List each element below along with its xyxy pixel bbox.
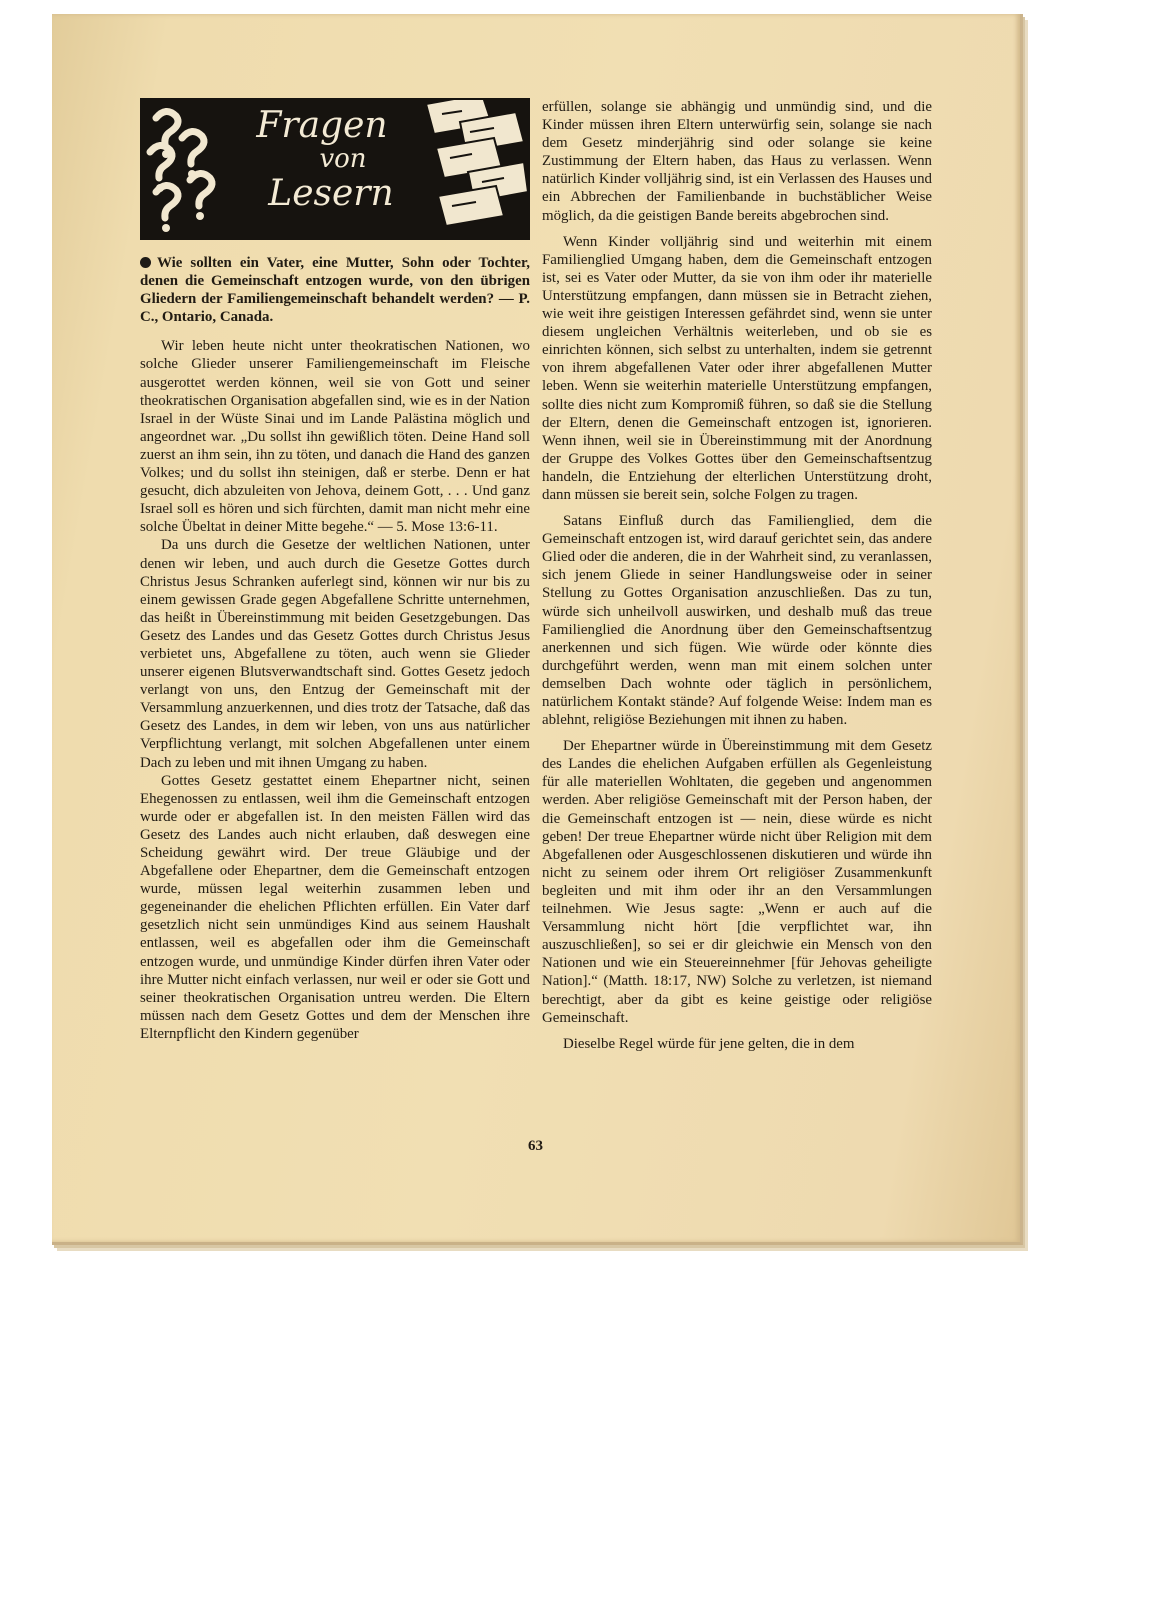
header-title-line2: von bbox=[319, 144, 367, 174]
header-title-line3: Lesern bbox=[268, 173, 394, 214]
header-title-line1: Fragen bbox=[256, 105, 388, 146]
left-paragraph-3: Gottes Gesetz gestattet einem Ehepartner nicht, seinen Ehegenossen zu entlassen, weil ihm die Gemeinschaft entzogen wurde oder er abgefallen ist. In den meisten Fällen wird das Gesetz des Landes auch nicht erlauben, daß deswegen eine Scheidung gewährt wird. Der treue Gläubige und der Abgefallene oder Ehepartner, dem die Gemeinschaft entzogen wurde, müssen legal weiterhin zusammen leben und gegeneinander die ehelichen Pflichten erfüllen. Ein Vater darf gesetzlich nicht sein unmündiges Kind aus seinem Haushalt entlassen, weil es abgefallen oder ihm die Gemeinschaft entzogen wurde, und unmündige Kinder dürfen ihren Vater oder ihre Mutter nicht einfach verlassen, nur weil er oder sie Gott und seiner theokratischen Organisation untreu werden. Die Eltern müssen nach dem Gesetz Gottes und dem der Menschen ihre Elternpflicht den Kindern gegenüber bbox=[140, 772, 530, 1042]
header-banner bbox=[140, 98, 530, 240]
right-paragraph-5: Dieselbe Regel würde für jene gelten, die in dem bbox=[563, 1035, 855, 1052]
scanned-page bbox=[52, 14, 1023, 1245]
right-paragraph-3: Satans Einfluß durch das Familienglied, dem die Gemeinschaft entzogen ist, wird darauf gerichtet sein, das andere Glied oder die anderen, die in der Wahrheit sind, zu veranlassen, sich jenem Gliede in seiner Handlungsweise oder in seiner Stellung zu Gottes Organisation anzuschließen. Das zu tun, würde sich unheilvoll auswirken, und deshalb muß das treue Familienglied die Anordnung über den Gemeinschaftsentzug anerkennen und sich fügen. Wie würde oder könnte dies durchgeführt werden, wenn man mit einem solchen unter demselben Dach wohnte oder täglich in persönlichem, natürlichem Kontakt stände? Auf folgende Weise: Indem man es ablehnt, religiöse Beziehungen mit ihnen zu haben. bbox=[542, 513, 932, 729]
right-paragraph-4: Der Ehepartner würde in Übereinstimmung mit dem Gesetz des Landes die ehelichen Aufgaben erfüllen als Gegenleistung für alle materiellen Wohltaten, die gegeben und angenommen werden. Aber religiöse Gemeinschaft mit der Person haben, der die Gemeinschaft entzogen ist — nein, diese würde es nicht geben! Der treue Ehepartner würde nicht über Religion mit dem Abgefallenen oder Ausgeschlossenen diskutieren und würde ihn nicht zu seinem oder ihrem Ort religiöser Zusammenkunft begleiten und mit ihm oder ihr an den Versammlungen teilnehmen. Wie Jesus sagte: „Wenn er auch auf die Versammlung nicht hört [die verpflichtet war, ihn auszuschließen], so sei er dir gleichwie ein Mensch von den Nationen und wie ein Steuereinnehmer [für Jehovas geheiligte Nation].“ (Matth. 18:17, NW) Solche zu verletzen, ist niemand berechtigt, aber da gibt es keine geistige oder religiöse Gemeinschaft. bbox=[542, 738, 932, 1026]
right-paragraph-1: erfüllen, solange sie abhängig und unmündig sind, und die Kinder müssen ihren Eltern unterwürfig sein, solange sie nach dem Gesetz minderjährig sind oder solange sie keine Zustimmung der Eltern haben, das Haus zu verlassen. Wenn natürlich Kinder volljährig sind, ist ein Verlassen des Hauses und ein Abbrechen der Familienbande in buchstäblicher Weise möglich, da die geistigen Bande bereits abgebrochen sind. bbox=[542, 99, 932, 224]
left-column bbox=[140, 98, 530, 1043]
left-paragraph-2: Da uns durch die Gesetze der weltlichen Nationen, unter denen wir leben, und auch durch die Gesetze Gottes durch Christus Jesus Schranken auferlegt sind, können wir nur bis zu einem gewissen Grade gegen Abgefallene Schritte unternehmen, das heißt in Übereinstimmung mit beiden Gesetzgebungen. Das Gesetz des Landes und das Gesetz Gottes durch Christus Jesus verbietet uns, Abgefallene zu töten, auch wenn sie Glieder unserer eigenen Blutsverwandtschaft sind. Gottes Gesetz jedoch verlangt von uns, den Entzug der Gemeinschaft mit der Versammlung anzuerkennen, und dies trotz der Tatsache, daß das Gesetz des Landes, in dem wir leben, von uns aus natürlicher Verpflichtung verlangt, mit solchen Abgefallenen unter einem Dach zu leben und mit ihnen Umgang zu haben. bbox=[140, 537, 530, 771]
reader-question bbox=[140, 254, 530, 326]
right-paragraph-2: Wenn Kinder volljährig sind und weiterhin mit einem Familienglied Umgang haben, dem die Gemeinschaft entzogen ist, sei es Vater oder Mutter, da sie von ihm oder ihr materielle Unterstützung empfangen, dann müssen sie in Betracht ziehen, wie weit ihre geistigen Interessen gefährdet sind, wenn sie unter diesem ungleichen Verhältnis weiterleben, und ob sie es einrichten können, sich selbst zu unterhalten, indem sie getrennt von ihrem abgefallenen Vater oder ihrer abgefallenen Mutter leben. Wenn sie weiterhin materielle Unterstützung empfangen, sollte dies nicht zum Kompromiß führen, so daß sie die Stellung der Eltern, denen die Gemeinschaft entzogen ist, ignorieren. Wenn ihnen, weil sie in Übereinstimmung mit der Anordnung der Gruppe des Volkes Gottes über den Gemeinschaftsentzug handeln, die Entziehung der elterlichen Unterstützung droht, dann müssen sie bereit sein, solche Folgen zu tragen. bbox=[542, 233, 932, 503]
question-marks-decoration bbox=[142, 100, 237, 238]
question-bullet-icon bbox=[140, 257, 151, 268]
question-text: Wie sollten ein Vater, eine Mutter, Sohn oder Tochter, denen die Gemeinschaft entzogen wurde, von den übrigen Gliedern der Familiengemeinschaft behandelt werden? — P. C., Ontario, Canada. bbox=[140, 255, 530, 326]
envelopes-decoration bbox=[408, 100, 528, 238]
header-title bbox=[230, 106, 420, 216]
left-paragraph-1: Wir leben heute nicht unter theokratischen Nationen, wo solche Glieder unserer Familiengemeinschaft im Fleische ausgerottet werden können, weil sie von Gott und seiner theokratischen Organisation abgefallen sind, wie es in der Nation Israel in der Wüste Sinai und im Lande Palästina möglich und angeordnet war. „Du sollst ihn gewißlich töten. Deine Hand soll zuerst an ihm sein, ihn zu töten, und danach die Hand des ganzen Volkes; und du sollst ihn steinigen, daß er sterbe. Denn er hat gesucht, dich abzuleiten von Jehova, deinem Gott, . . . Und ganz Israel soll es hören und sich fürchten, damit man nicht mehr eine solche Übeltat in deiner Mitte begehe.“ — 5. Mose 13:6-11. bbox=[140, 338, 530, 536]
page-number: 63 bbox=[528, 1138, 543, 1154]
right-column bbox=[542, 98, 932, 1053]
